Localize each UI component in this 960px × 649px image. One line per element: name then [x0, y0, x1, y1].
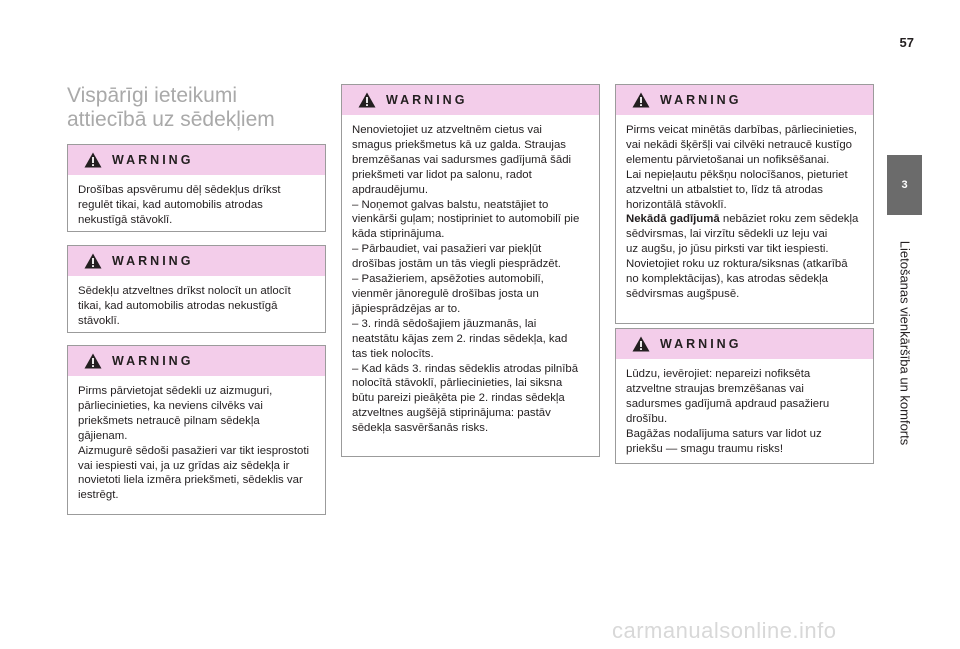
warning-box-3 — [67, 345, 326, 515]
chapter-number: 3 — [887, 155, 922, 215]
warning-title: WARNING — [660, 337, 742, 351]
warning-header — [68, 246, 325, 276]
text-line: smagus priekšmetus kā uz galda. Straujas — [352, 138, 566, 151]
text-line — [626, 212, 863, 227]
text-line: vienmēr jānoregulē drošības josta un — [352, 287, 539, 300]
text-line: neatstātu kājas zem 2. rindas sēdekļa, kad — [352, 332, 568, 345]
text-line: novietoti liela izmēra priekšmeti, sēdeklis var — [78, 474, 303, 487]
text-line: bremzēšanas vai sadursmes gadījumā šādi — [352, 153, 572, 166]
text-line: Pirms veicat minētās darbības, pārliecinieties, — [626, 124, 858, 136]
warning-text — [68, 376, 325, 511]
warning-text — [616, 115, 873, 310]
warning-header — [68, 145, 325, 175]
warning-header — [68, 346, 325, 376]
warning-title: WARNING — [660, 93, 742, 107]
text-line: gājienam. — [78, 429, 128, 442]
warning-triangle-icon — [632, 92, 650, 108]
text-line: vai nekādi šķēršļi vai cilvēki netraucē kustīgo — [626, 138, 853, 151]
warning-title: WARNING — [112, 254, 194, 268]
section-title-line1: Vispārīgi ieteikumi — [67, 84, 238, 107]
warning-text — [342, 115, 599, 444]
text-line: – Kad kāds 3. rindas sēdeklis atrodas pilnībā — [352, 362, 579, 375]
warning-title: WARNING — [386, 93, 468, 107]
bold-lead: Nekādā gadījumā — [626, 213, 720, 226]
text-line: atzveltni un atbalstiet to, līdz tā atrodas — [626, 183, 823, 196]
warning-text — [616, 359, 873, 464]
text-line: drošību. — [626, 412, 668, 425]
text-line: kāda stiprinājuma. — [352, 228, 445, 241]
text-line: sadursmes gadījumā apdraud pasažieru — [626, 397, 830, 410]
warning-box-5 — [615, 84, 874, 324]
warning-header — [616, 329, 873, 359]
section-title — [67, 84, 327, 132]
warning-triangle-icon — [84, 152, 102, 168]
text-line: – Pārbaudiet, vai pasažieri var piekļūt — [352, 243, 542, 256]
text-line: stāvoklī. — [78, 314, 120, 327]
warning-title: WARNING — [112, 354, 194, 368]
text-line: atzveltne straujas bremzēšanas vai — [626, 382, 804, 395]
text-line: – 3. rindā sēdošajiem jāuzmanās, lai — [352, 317, 537, 330]
text-line: Novietojiet roku uz roktura/siksnas (atkarībā — [626, 258, 848, 271]
text-line: sēdekļa sasvēršanās risks. — [352, 422, 489, 435]
text-line: Pirms pārvietojat sēdekli uz aizmuguri, — [78, 385, 273, 397]
text-line: vienkārši guļam; nostipriniet to automobilī pie — [352, 213, 580, 226]
text-line: Lai nepieļautu pēkšņu nolocīšanos, pieturiet — [626, 168, 848, 181]
text-line: drošības jostām un tās viegli piesprādzēt. — [352, 258, 561, 271]
warning-triangle-icon — [84, 253, 102, 269]
text-line: vai iespiesti vai, ja uz grīdas aiz sēdekļa ir — [78, 459, 290, 472]
text-line: Drošības apsvērumu dēļ sēdekļus drīkst — [78, 184, 281, 196]
warning-triangle-icon — [84, 353, 102, 369]
text-run: nebāziet roku zem sēdekļa — [719, 213, 859, 226]
text-line: tas tiek nolocīts. — [352, 347, 434, 360]
chapter-title-strip — [887, 215, 922, 470]
text-line: Sēdekļu atzveltnes drīkst nolocīt un atlocīt — [78, 285, 291, 297]
warning-triangle-icon — [632, 336, 650, 352]
warning-box-4 — [341, 84, 600, 457]
text-line: nolocītā stāvoklī, pārliecinieties, lai siksna — [352, 377, 563, 390]
text-line: no komplektācijas), kas atrodas sēdekļa — [626, 273, 828, 286]
text-line: Nenovietojiet uz atzveltnēm cietus vai — [352, 124, 542, 136]
chapter-title: Lietošanas vienkāršība un komforts — [897, 240, 912, 445]
text-line: sēdvirsmas augšpusē. — [626, 287, 740, 300]
text-line: nekustīgā stāvoklī. — [78, 213, 173, 226]
warning-box-2 — [67, 245, 326, 333]
text-line: būtu pareizi pieāķēta pie 2. rindas sēdekļa — [352, 392, 565, 405]
text-line: apdraudējumu. — [352, 183, 428, 196]
text-line: uz augšu, jo jūsu pirksti var tikt iespiesti. — [626, 243, 829, 256]
text-line: priekšmeti var lidot pa salonu, radot — [352, 168, 532, 181]
warning-header — [342, 85, 599, 115]
warning-box-1 — [67, 144, 326, 232]
text-line: iestrēgt. — [78, 489, 119, 502]
text-line: Lūdzu, ievērojiet: nepareizi nofiksēta — [626, 368, 811, 380]
text-line: jāpiesprādzējas ar to. — [352, 302, 461, 315]
warning-header — [616, 85, 873, 115]
text-line: – Pasažieriem, apsēžoties automobilī, — [352, 273, 544, 286]
text-line: Bagāžas nodalījuma saturs var lidot uz — [626, 427, 822, 440]
warning-title: WARNING — [112, 153, 194, 167]
page-number: 57 — [899, 35, 914, 50]
warning-text — [68, 175, 325, 236]
chapter-side-tab — [887, 155, 922, 470]
text-line: elementu pārvietošanai un nofiksēšanai. — [626, 153, 830, 166]
text-line: Aizmugurē sēdoši pasažieri var tikt iesprostoti — [78, 444, 310, 457]
text-line: tikai, kad automobilis atrodas nekustīgā — [78, 299, 278, 312]
watermark: carmanualsonline.info — [612, 618, 837, 643]
text-line: priekšu — smagu traumu risks! — [626, 442, 783, 455]
text-line: sēdvirsmas, lai virzītu sēdekli uz leju vai — [626, 228, 828, 241]
text-line: – Noņemot galvas balstu, neatstājiet to — [352, 198, 549, 211]
text-line: priekšmets netraucē pilnam sēdekļa — [78, 414, 260, 427]
warning-box-6 — [615, 328, 874, 464]
text-line: regulēt tikai, kad automobilis atrodas — [78, 198, 263, 211]
text-line: pārliecinieties, ka neviens cilvēks vai — [78, 399, 263, 412]
warning-text — [68, 276, 325, 337]
section-title-line2: attiecībā uz sēdekļiem — [67, 108, 275, 131]
warning-triangle-icon — [358, 92, 376, 108]
text-line: atzveltnes augšējā stiprinājuma: pastāv — [352, 407, 551, 420]
text-line: horizontālā stāvoklī. — [626, 198, 727, 211]
